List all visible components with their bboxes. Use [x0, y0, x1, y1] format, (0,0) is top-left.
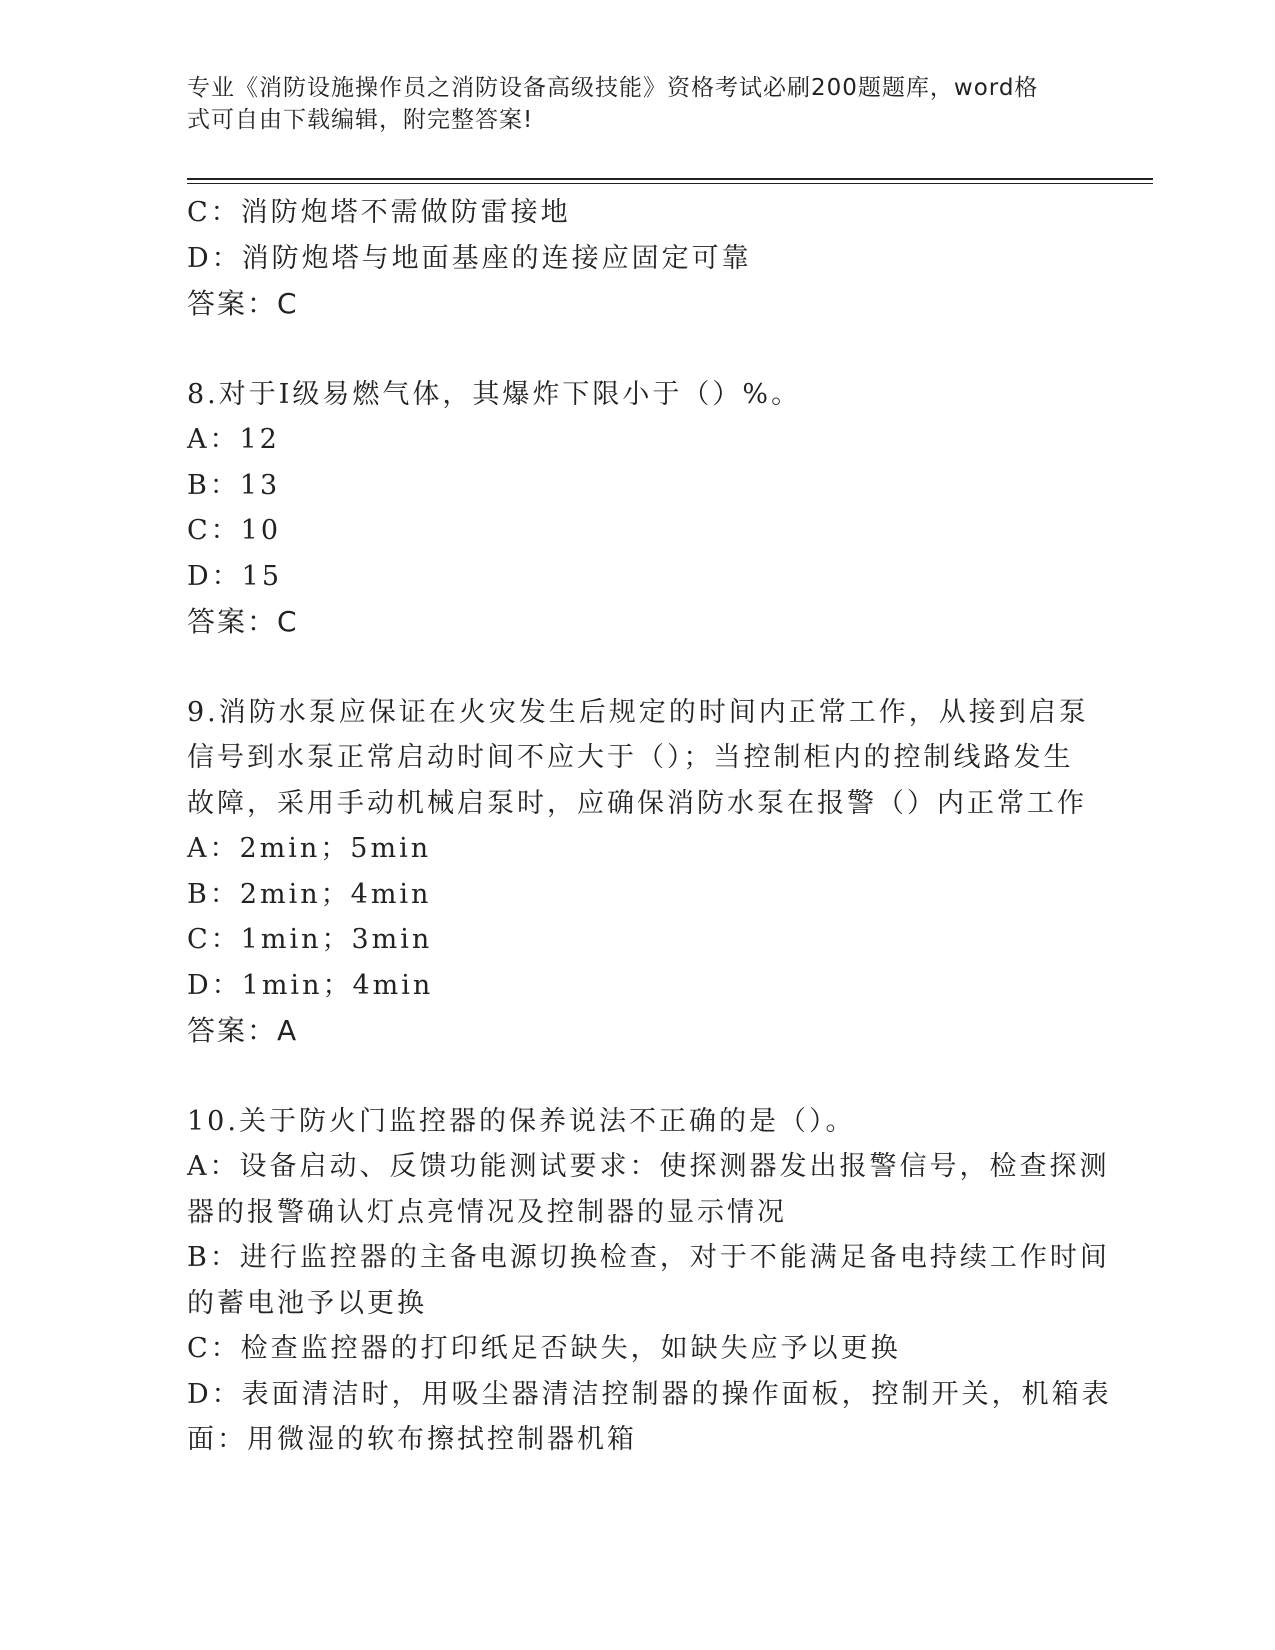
answer: 答案：A — [187, 1014, 299, 1047]
option-a-line-2: 器的报警确认灯点亮情况及控制器的显示情况 — [187, 1196, 787, 1228]
option-b: B：13 — [187, 469, 281, 501]
answer: 答案：C — [187, 605, 299, 638]
question-9 — [187, 690, 1087, 1054]
option-d: D：15 — [187, 560, 283, 592]
option-a-line-1: A：设备启动、反馈功能测试要求：使探测器发出报警信号，检查探测 — [187, 1151, 1110, 1182]
spacer — [187, 327, 1087, 372]
option-b-line-1: B：进行监控器的主备电源切换检查，对于不能满足备电持续工作时间 — [187, 1242, 1110, 1273]
question-7-tail — [187, 190, 1087, 327]
header-divider — [187, 178, 1153, 180]
option-c: C：检查监控器的打印纸足否缺失，如缺失应予以更换 — [187, 1333, 901, 1364]
option-d-line-1: D：表面清洁时，用吸尘器清洁控制器的操作面板，控制开关，机箱表 — [187, 1378, 1112, 1410]
header-line-2: 式可自由下载编辑，附完整答案! — [187, 107, 534, 133]
option-b: B：2min；4min — [187, 878, 432, 910]
header-line-1: 专业《消防设施操作员之消防设备高级技能》资格考试必刷200题题库，word格 — [187, 75, 1039, 101]
question-text-line-2: 信号到水泵正常启动时间不应大于（）；当控制柜内的控制线路发生 — [187, 742, 1074, 773]
question-text: 8.对于Ⅰ级易燃气体，其爆炸下限小于（）%。 — [187, 378, 802, 410]
answer: 答案：C — [187, 287, 299, 320]
question-text: 10.关于防火门监控器的保养说法不正确的是（）。 — [187, 1105, 856, 1137]
document-body — [187, 190, 1112, 1463]
option-a: A：2min；5min — [187, 833, 432, 864]
question-8 — [187, 372, 1087, 645]
document-header — [187, 72, 1067, 136]
option-c: C：消防炮塔不需做防雷接地 — [187, 197, 571, 228]
question-10 — [187, 1099, 1112, 1463]
question-text-line-3: 故障，采用手动机械启泵时，应确保消防水泵在报警（）内正常工作 — [187, 787, 1087, 819]
option-d-line-2: 面：用微湿的软布擦拭控制器机箱 — [187, 1424, 637, 1455]
option-b-line-2: 的蓄电池予以更换 — [187, 1287, 427, 1319]
option-c: C：10 — [187, 515, 282, 546]
option-c: C：1min；3min — [187, 924, 433, 955]
spacer — [187, 1054, 1087, 1099]
header-divider-thin — [187, 183, 1153, 184]
option-d: D：消防炮塔与地面基座的连接应固定可靠 — [187, 242, 752, 274]
question-text-line-1: 9.消防水泵应保证在火灾发生后规定的时间内正常工作，从接到启泵 — [187, 696, 1089, 728]
option-d: D：1min；4min — [187, 969, 434, 1001]
spacer — [187, 645, 1087, 690]
option-a: A：12 — [187, 424, 280, 455]
